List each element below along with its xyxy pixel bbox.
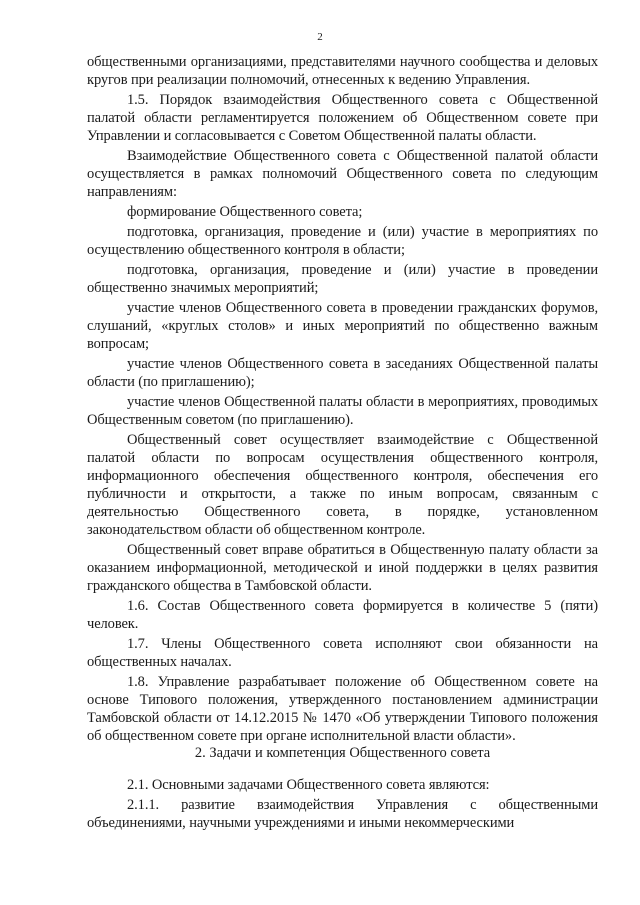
paragraph: 2.1. Основными задачами Общественного совета являются:: [127, 777, 490, 793]
page-number: 2: [317, 31, 323, 43]
section-heading: 2. Задачи и компетенция Общественного совета: [194, 745, 491, 761]
paragraph: 2.1.1. развитие взаимодействия Управления с общественными объединениями, научными учреждениями и иными некоммерческими: [87, 797, 598, 831]
list-item: участие членов Общественного совета в проведении гражданских форумов, слушаний, «круглых столов» и иных мероприятий по общественно важным вопросам;: [87, 300, 598, 352]
paragraph: 1.5. Порядок взаимодействия Общественного совета с Общественной палатой области регламентируется положением об Общественном совете при Управлении и согласовывается с Советом Общественной палаты области.: [87, 92, 598, 144]
list-item: участие членов Общественного совета в заседаниях Общественной палаты области (по приглашению);: [87, 356, 598, 390]
list-item: подготовка, организация, проведение и (или) участие в проведении общественно значимых мероприятий;: [87, 262, 598, 296]
paragraph: 1.7. Члены Общественного совета исполняют свои обязанности на общественных началах.: [87, 636, 598, 670]
list-item: участие членов Общественной палаты области в мероприятиях, проводимых Общественным советом (по приглашению).: [87, 394, 598, 428]
document-body: [87, 53, 598, 745]
list-item: формирование Общественного совета;: [127, 204, 363, 220]
paragraph: общественными организациями, представителями научного сообщества и деловых кругов при реализации полномочий, отнесенных к ведению Управления.: [87, 54, 598, 88]
list-item: подготовка, организация, проведение и (или) участие в мероприятиях по осуществлению общественного контроля в области;: [87, 224, 598, 258]
section-body: [87, 776, 598, 834]
paragraph: Взаимодействие Общественного совета с Общественной палатой области осуществляется в рамках полномочий Общественного совета по следующим направлениям:: [87, 148, 598, 200]
paragraph: Общественный совет осуществляет взаимодействие с Общественной палатой области по вопросам осуществления общественного контроля, информационного обеспечения общественного контроля, обеспечения его публичности и открытости, а также по иным вопросам, связанным с деятельностью Общественного совета, в порядке, установленном законодательством области об общественном контроле.: [87, 432, 598, 538]
paragraph: 1.8. Управление разрабатывает положение об Общественном совете на основе Типового положения, утвержденного постановлением администрации Тамбовской области от 14.12.2015 № 1470 «Об утверждении Типового положения об общественном совете при органе исполнительной власти области».: [87, 674, 598, 744]
paragraph: 1.6. Состав Общественного совета формируется в количестве 5 (пяти) человек.: [87, 598, 598, 632]
paragraph: Общественный совет вправе обратиться в Общественную палату области за оказанием информационной, методической и иной поддержки в целях развития гражданского общества в Тамбовской области.: [87, 542, 598, 594]
